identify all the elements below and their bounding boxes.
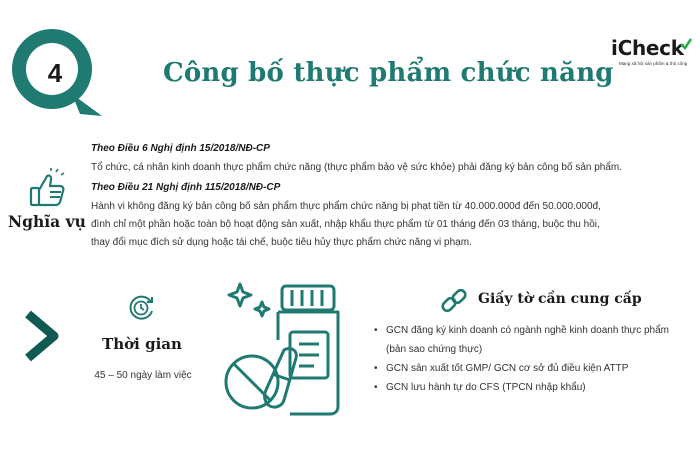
law-2-line: Hành vi không đăng ký bản công bố sản phẩm thực phẩm chức năng bị phạt tiền từ 40.000.000đ đến 50.000.000đ,	[91, 201, 601, 212]
time-value: 45 – 50 ngày làm việc	[94, 370, 192, 381]
documents-title: Giấy tờ cần cung cấp	[478, 291, 642, 307]
law-1-line: Tổ chức, cá nhân kinh doanh thực phẩm chức năng (thực phẩm bảo vệ sức khỏe) phải đăng ký bản công bố sản phẩm.	[91, 162, 623, 173]
law-2-title: Theo Điều 21 Nghị định 115/2018/NĐ-CP	[91, 182, 281, 193]
medicine-bottle-pills-icon	[220, 280, 350, 420]
list-item	[372, 321, 669, 359]
law-1-text	[91, 159, 622, 177]
law-2-line: đình chỉ một phần hoặc toàn bộ hoạt động sản xuất, nhập khẩu thực phẩm từ 01 tháng đến 03 tháng, buộc thu hồi,	[91, 219, 600, 230]
obligation-label: Nghĩa vụ	[8, 212, 86, 231]
law-1-title: Theo Điều 6 Nghị định 15/2018/NĐ-CP	[91, 143, 270, 154]
page-title: Công bố thực phẩm chức năng	[163, 58, 614, 88]
icheck-logo[interactable]	[611, 36, 693, 72]
chain-link-icon	[439, 286, 469, 316]
logo-tagline: Mạng xã hội sản phẩm & thủ công	[619, 61, 688, 66]
step-number: 4	[47, 58, 63, 88]
law-2-line: thay đổi mục đích sử dụng hoặc tái chế, buộc tiêu hủy thực phẩm chức năng vi phạm.	[91, 237, 472, 248]
law-2-text	[91, 198, 601, 252]
document-item-line: • GCN sản xuất tốt GMP/ GCN cơ sở đủ điều kiện ATTP	[386, 363, 629, 374]
logo-text-i: i	[611, 36, 618, 60]
chevron-right-icon[interactable]	[22, 310, 62, 362]
document-item-line: • GCN lưu hành tự do CFS (TPCN nhập khẩu)	[386, 382, 586, 393]
list-item	[372, 359, 669, 378]
document-item-line: • GCN đăng ký kinh doanh có ngành nghề kinh doanh thực phẩm	[386, 325, 669, 336]
logo-text-check: Check	[617, 36, 684, 60]
thumbs-up-icon	[27, 168, 69, 210]
clock-refresh-icon	[126, 293, 156, 323]
list-item	[372, 378, 669, 397]
time-title: Thời gian	[102, 335, 182, 353]
logo-check-mark-icon	[680, 38, 692, 50]
documents-list	[372, 321, 669, 397]
document-item-line: (bản sao chứng thực)	[386, 344, 483, 355]
